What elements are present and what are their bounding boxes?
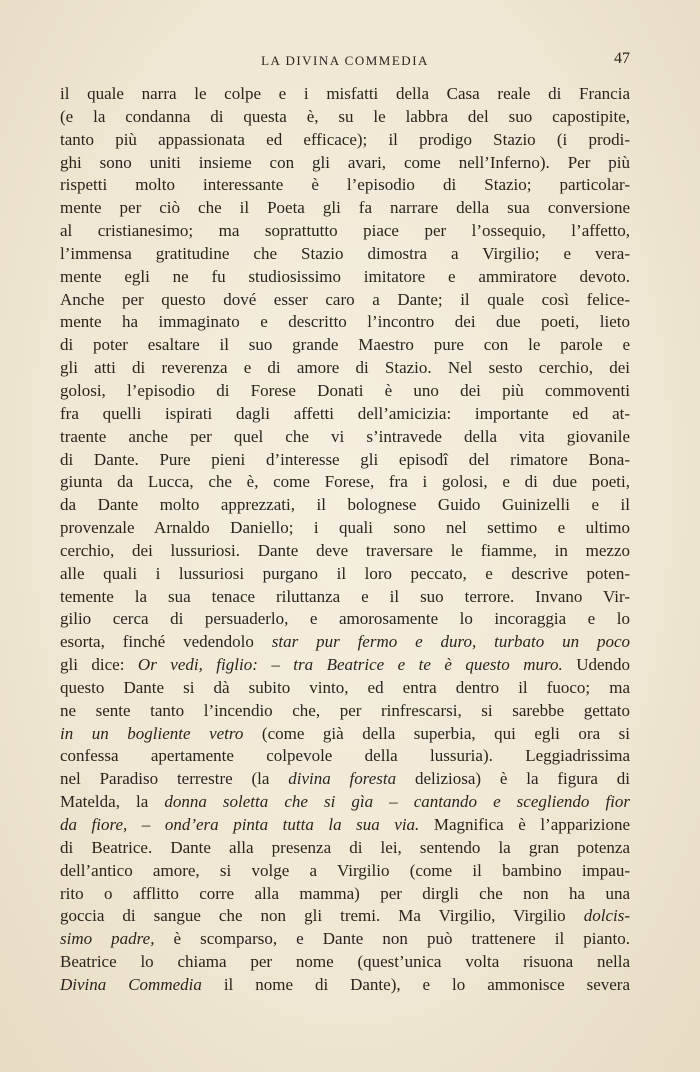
italic-text-run: da fiore, – ond’era pinta tutta la sua via. (60, 815, 420, 834)
text-run: è scomparso, e Dante non può trattenere il pianto. (154, 929, 630, 949)
text-line: golosi, l’episodio di Forese Donati è uno dei più commoventi (60, 380, 630, 400)
text-line: questo Dante si dà subito vinto, ed entra dentro il fuoco; ma (60, 677, 630, 697)
text-line: Anche per questo dové esser caro a Dante; il quale così felice- (60, 289, 630, 309)
body-text (60, 83, 630, 997)
italic-text-run: dolcis- (583, 906, 630, 926)
text-line (60, 791, 630, 814)
italic-text-run: Or vedi, figlio: – tra Beatrice e te è questo muro. (137, 655, 563, 675)
text-run: (come già della superbia, qui egli ora si (243, 723, 630, 743)
text-line: di Beatrice. Dante alla presenza di lei, sentendo la gran potenza (60, 837, 630, 857)
text-line (60, 905, 630, 928)
text-line: fra quelli ispirati dagli affetti dell’amicizia: importante ed at- (60, 403, 630, 423)
text-line: mente ha immaginato e descritto l’incontro dei due poeti, lieto (60, 312, 630, 332)
text-line: rispetti molto interessante è l’episodio di Stazio; particolar- (60, 175, 630, 195)
text-line: dell’antico amore, si volge a Virgilio (come il bambino impau- (60, 860, 630, 880)
text-run: nel Paradiso terrestre (la (60, 769, 289, 789)
text-line: il quale narra le colpe e i misfatti della Casa reale di Francia (60, 84, 630, 103)
text-line: ghi sono uniti insieme con gli avari, come nell’Inferno). Per più (60, 152, 630, 172)
italic-text-run: divina foresta (288, 769, 397, 789)
text-line: traente anche per quel che vi s’intravede della vita giovanile (60, 426, 630, 446)
text-line: giunta da Lucca, che è, come Forese, fra i golosi, e di due poeti, (60, 472, 630, 492)
text-line: temente la sua tenace riluttanza e il suo terrore. Invano Vir- (60, 586, 630, 606)
text-run: Udendo (562, 655, 630, 675)
text-line: (e la condanna di questa è, su le labbra del suo capostipite, (60, 106, 630, 126)
italic-text-run: Divina Commedia (60, 974, 202, 994)
text-line: cerchio, dei lussuriosi. Dante deve traversare le fiamme, in mezzo (60, 540, 630, 560)
text-line: mente per ciò che il Poeta gli fa narrare della sua conversione (60, 198, 630, 218)
text-run: deliziosa) è la figura di (396, 769, 630, 789)
text-line (60, 723, 630, 746)
text-line: gilio cerca di persuaderlo, e amorosamente lo incoraggia e lo (60, 609, 630, 629)
text-run: gli dice: (60, 655, 138, 675)
text-line: Beatrice lo chiama per nome (quest’unica volta risuona nella (60, 952, 630, 972)
text-line: gli atti di reverenza e di amore di Stazio. Nel sesto cerchio, dei (60, 358, 630, 378)
text-line (60, 814, 630, 837)
running-head: LA DIVINA COMMEDIA (261, 53, 429, 68)
italic-text-run: donna soletta che si gìa – cantando e scegliendo fior (164, 792, 630, 812)
text-line: rito o afflitto corre alla mamma) per dirgli che non ha una (60, 883, 630, 903)
text-line: di Dante. Pure pieni d’interesse gli episodî del rimatore Bona- (60, 449, 630, 469)
text-run: goccia di sangue che non gli tremi. Ma Virgilio, Virgilio (60, 906, 584, 926)
text-line (60, 928, 630, 951)
text-line: l’immensa gratitudine che Stazio dimostra a Virgilio; e vera- (60, 243, 630, 263)
text-line: ne sente tanto l’incendio che, per rinfrescarsi, si sarebbe gettato (60, 700, 630, 720)
text-line: da Dante molto apprezzati, il bolognese Guido Guinizelli e il (60, 495, 630, 515)
text-run: Matelda, la (60, 792, 165, 812)
text-line: al cristianesimo; ma soprattutto piace per l’ossequio, l’affetto, (60, 221, 630, 241)
text-line: provenzale Arnaldo Daniello; i quali sono nel settimo e ultimo (60, 518, 630, 538)
text-line: tanto più appassionata ed efficace); il prodigo Stazio (i prodi- (60, 129, 630, 149)
page-number: 47 (614, 50, 630, 67)
text-run: il nome di Dante), e lo ammonisce severa (201, 974, 630, 994)
text-run: Magnifica è l’apparizione (419, 815, 630, 834)
italic-text-run: star pur fermo e duro, turbato un poco (271, 632, 630, 652)
page-header (60, 50, 630, 72)
text-line (60, 768, 630, 791)
text-line: mente egli ne fu studiosissimo imitatore e ammiratore devoto. (60, 266, 630, 286)
text-line: di poter esaltare il suo grande Maestro pure con le parole e (60, 335, 630, 355)
italic-text-run: in un bogliente vetro (60, 723, 244, 743)
italic-text-run: simo padre, (60, 929, 155, 949)
text-line: alle quali i lussuriosi purgano il loro peccato, e descrive poten- (60, 563, 630, 583)
text-run: esorta, finché vedendolo (60, 632, 272, 652)
text-line (60, 654, 630, 677)
text-line (60, 974, 630, 997)
text-line (60, 631, 630, 654)
text-line: confessa apertamente colpevole della lussuria). Leggiadrissima (60, 746, 630, 766)
